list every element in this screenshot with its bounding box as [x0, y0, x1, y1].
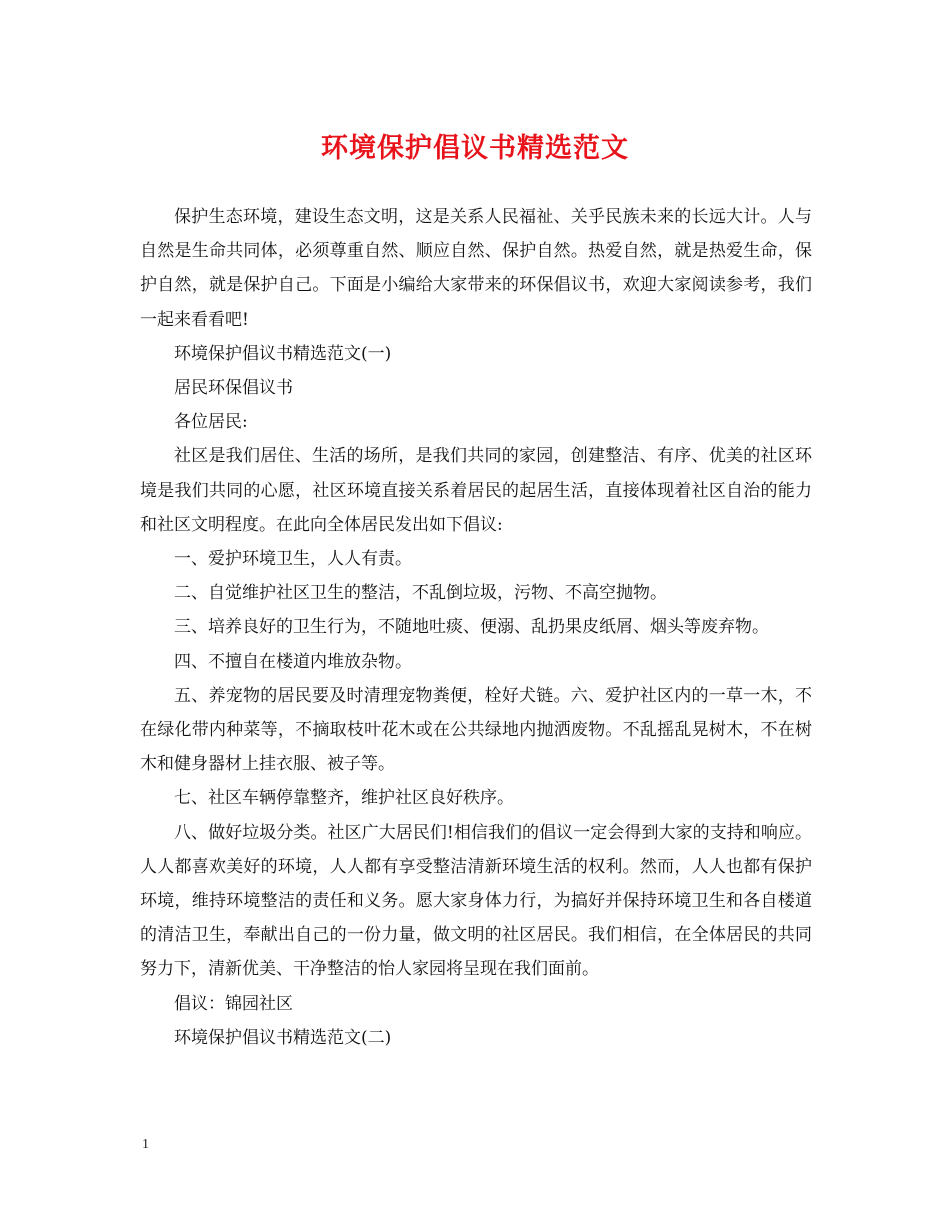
paragraph-section-heading-1: 环境保护倡议书精选范文(一)	[174, 343, 392, 364]
paragraph-item-8: 八、做好垃圾分类。社区广大居民们!相信我们的倡议一定会得到大家的支持和响应。人人都喜欢美好的环境，人人都有享受整洁清新环境生活的权利。然而，人人也都有保护环境，维持环境整洁的责任和义务。愿大家身体力行，为搞好并保持环境卫生和各自楼道的清洁卫生，奉献出自己的一份力量，做文明的社区居民。我们相信，在全体居民的共同努力下，清新优美、干净整洁的怡人家园将呈现在我们面前。	[140, 822, 812, 980]
paragraph-item-2: 二、自觉维护社区卫生的整洁，不乱倒垃圾，污物、不高空抛物。	[174, 583, 667, 604]
page-number: 1	[142, 1137, 149, 1152]
paragraph-item-7: 七、社区车辆停靠整齐，维护社区良好秩序。	[174, 788, 514, 809]
paragraph-community-intro: 社区是我们居住、生活的场所，是我们共同的家园，创建整洁、有序、优美的社区环境是我们共同的心愿，社区环境直接关系着居民的起居生活，直接体现着社区自治的能力和社区文明程度。在此向全体居民发出如下倡议:	[140, 446, 812, 535]
document-body	[140, 200, 812, 1055]
paragraph-salutation: 各位居民:	[174, 412, 248, 433]
paragraph-signature: 倡议：锦园社区	[174, 993, 293, 1014]
paragraph-letter-title: 居民环保倡议书	[174, 378, 293, 399]
paragraph-item-1: 一、爱护环境卫生，人人有责。	[174, 549, 412, 570]
paragraph-intro: 保护生态环境，建设生态文明，这是关系人民福祉、关乎民族未来的长远大计。人与自然是生命共同体，必须尊重自然、顺应自然、保护自然。热爱自然，就是热爱生命，保护自然，就是保护自己。下面是小编给大家带来的环保倡议书，欢迎大家阅读参考，我们一起来看看吧!	[140, 207, 812, 330]
document-title: 环境保护倡议书精选范文	[321, 133, 629, 164]
paragraph-item-3: 三、培养良好的卫生行为，不随地吐痰、便溺、乱扔果皮纸屑、烟头等废弃物。	[174, 617, 769, 638]
paragraph-item-5-6: 五、养宠物的居民要及时清理宠物粪便，栓好犬链。六、爱护社区内的一草一木，不在绿化带内种菜等，不摘取枝叶花木或在公共绿地内抛洒废物。不乱摇乱晃树木，不在树木和健身器材上挂衣服、被子等。	[140, 685, 812, 775]
paragraph-section-heading-2: 环境保护倡议书精选范文(二)	[174, 1027, 392, 1048]
paragraph-item-4: 四、不擅自在楼道内堆放杂物。	[174, 651, 412, 672]
